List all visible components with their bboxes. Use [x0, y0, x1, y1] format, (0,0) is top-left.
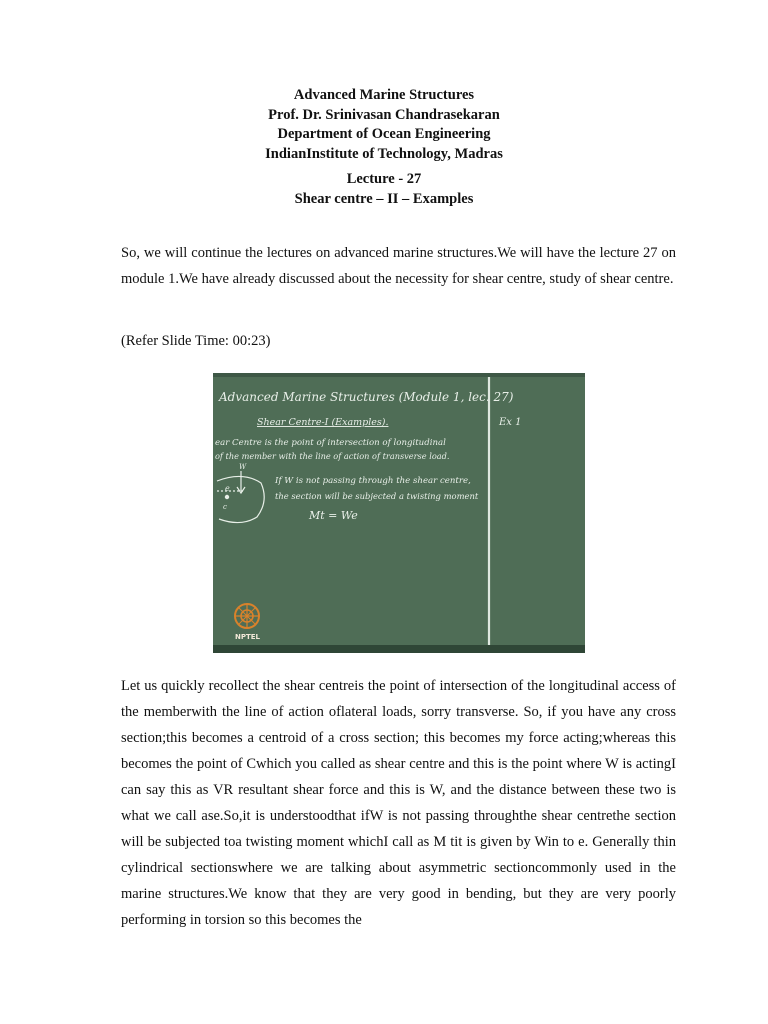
- slide-line-4: the section will be subjected a twisting moment: [275, 491, 479, 501]
- slide-formula: Mt = We: [309, 509, 358, 522]
- title-block: [0, 86, 768, 164]
- slide-subtitle: Shear Centre-I (Examples).: [257, 417, 389, 428]
- lecture-heading: [0, 170, 768, 209]
- nptel-logo-text: NPTEL: [235, 633, 261, 641]
- institute-name: IndianInstitute of Technology, Madras: [265, 145, 503, 162]
- professor-name: Prof. Dr. Srinivasan Chandrasekaran: [268, 106, 500, 123]
- refer-slide-time: (Refer Slide Time: 00:23): [121, 333, 271, 349]
- slide-label-c: c: [223, 503, 227, 511]
- slide-label-w: W: [239, 463, 247, 471]
- slide-example-label: Ex 1: [499, 417, 522, 428]
- lecture-number: Lecture - 27: [346, 171, 422, 187]
- slide-label-e: e: [225, 484, 230, 493]
- slide-line-1: ear Centre is the point of intersection of longitudinal: [215, 438, 446, 448]
- intro-paragraph: So, we will continue the lectures on advanced marine structures.We will have the lecture 27 on module 1.We have already discussed about the necessity for shear centre, study of shear centre.: [121, 245, 676, 287]
- slide-line-2: of the member with the line of action of transverse load.: [215, 451, 450, 461]
- chalkboard: [213, 373, 585, 653]
- slide-line-3: If W is not passing through the shear centre,: [275, 476, 471, 486]
- course-title: Advanced Marine Structures: [293, 87, 475, 103]
- slide-title: Advanced Marine Structures (Module 1, lec. 27): [219, 390, 514, 404]
- lecture-topic: Shear centre – II – Examples: [294, 190, 474, 207]
- lecture-slide-image: [213, 373, 585, 653]
- body-paragraph: Let us quickly recollect the shear centreis the point of intersection of the longitudinal access of the memberwith the line of action oflateral loads, sorry transverse. So, if you have any cross section;this becomes a centroid of a cross section; this becomes my force acting;whereas this becomes the point of Cwhich you called as shear centre and this is the point where W is actingI can say this as VR resultant shear force and this is W, and the distance between these two is what we call ase.So,it is understoodthat ifW is not passing throughthe shear centrethe section will be subjected toa twisting moment whichI call as M tit is given by Win to e. Generally thin cylindrical sectionswhere we are talking about asymmetric sectioncommonly used in the marine structures.We know that they are very good in bending, but they are very poorly performing in torsion so this becomes the: [121, 678, 676, 928]
- department-name: Department of Ocean Engineering: [277, 126, 491, 142]
